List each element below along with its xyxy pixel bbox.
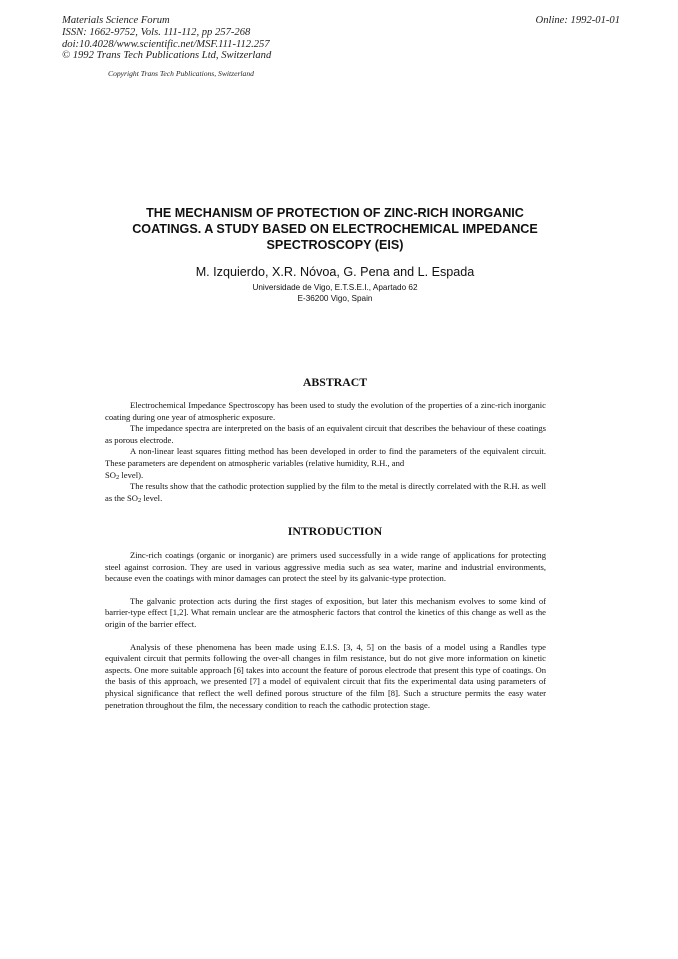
abstract-p3-end: level). [119, 469, 144, 480]
abstract-paragraph-4 [105, 481, 546, 504]
introduction-body [105, 550, 546, 711]
intro-paragraph-1: Zinc-rich coatings (organic or inorganic) are primers used successfully in a wide range of applications for protecting steel against corrosion. They are used in various aggressive media such as sea water, marine and industrial environments, because even the coatings with minor damages can protect the steel by its galvanic-type protection. [105, 550, 546, 584]
abstract-p4-text: The results show that the cathodic protection supplied by the film to the metal is directly correlated with the R.H. as well as the [105, 481, 546, 503]
title-line-1: THE MECHANISM OF PROTECTION OF ZINC-RICH INORGANIC [146, 206, 524, 220]
publisher-line: © 1992 Trans Tech Publications Ltd, Switzerland [62, 50, 272, 62]
abstract-paragraph-3 [105, 446, 546, 481]
doi-link[interactable]: doi:10.4028/www.scientific.net/MSF.111-112.257 [62, 38, 270, 50]
title-line-3: SPECTROSCOPY (EIS) [266, 238, 404, 252]
abstract-p4-end: level. [141, 492, 163, 503]
affiliation [100, 283, 570, 304]
author-list: M. Izquierdo, X.R. Nóvoa, G. Pena and L. Espada [195, 265, 475, 279]
abstract-heading: ABSTRACT [302, 375, 368, 389]
so2-so: SO [126, 492, 138, 503]
so2-subscript: 2 [137, 496, 142, 504]
abstract-body [105, 400, 546, 504]
affiliation-line-2: E-36200 Vigo, Spain [297, 293, 373, 303]
abstract-paragraph-2: The impedance spectra are interpreted on the basis of an equivalent circuit that describes the behaviour of these coatings as porous electrode. [105, 423, 546, 445]
abstract-paragraph-1: Electrochemical Impedance Spectroscopy has been used to study the evolution of the properties of a zinc-rich inorganic coating during one year of atmospheric exposure. [105, 400, 546, 422]
affiliation-line-1: Universidade de Vigo, E.T.S.E.I., Apartado 62 [252, 283, 418, 292]
journal-header [62, 15, 271, 62]
title-line-2: COATINGS. A STUDY BASED ON ELECTROCHEMICAL IMPEDANCE [132, 222, 538, 236]
paper-title [100, 205, 570, 253]
introduction-heading: INTRODUCTION [287, 524, 383, 538]
intro-paragraph-3: Analysis of these phenomena has been made using E.I.S. [3, 4, 5] on the basis of a model using a Randles type equivalent circuit that permits following the over-all changes in film resistance, but do not give more information on kinetic aspects. One more suitable approach [6] takes into account the feature of porous electrode that present this type of coatings. On the basis of this approach, we presented [7] a model of equivalent circuit that fits the experimental data using parameters of physical significance that reflect the well defined porous structure of the film [8]. Such a structure permits the easy water penetration throughout the film, the necessary condition to reach the cathodic protection stage. [105, 641, 546, 710]
abstract-p3-text: A non-linear least squares fitting method has been developed in order to find the parameters of the equivalent circuit. These parameters are dependent on atmospheric variables (relative humidity, R.H., and [105, 446, 546, 468]
online-date: Online: 1992-01-01 [535, 15, 620, 26]
so2-so: SO [105, 469, 116, 480]
issn-line: ISSN: 1662-9752, Vols. 111-112, pp 257-268 [62, 26, 251, 38]
journal-name: Materials Science Forum [62, 15, 170, 26]
so2-subscript: 2 [116, 473, 120, 481]
intro-paragraph-2: The galvanic protection acts during the first stages of exposition, but later this mechanism evolves to some kind of barrier-type effect [1,2]. What remain unclear are the atmospheric factors that control the kinetics of this change as well as the origin of the barrier effect. [105, 595, 546, 629]
copyright-line: Copyright Trans Tech Publications, Switzerland [108, 69, 254, 78]
